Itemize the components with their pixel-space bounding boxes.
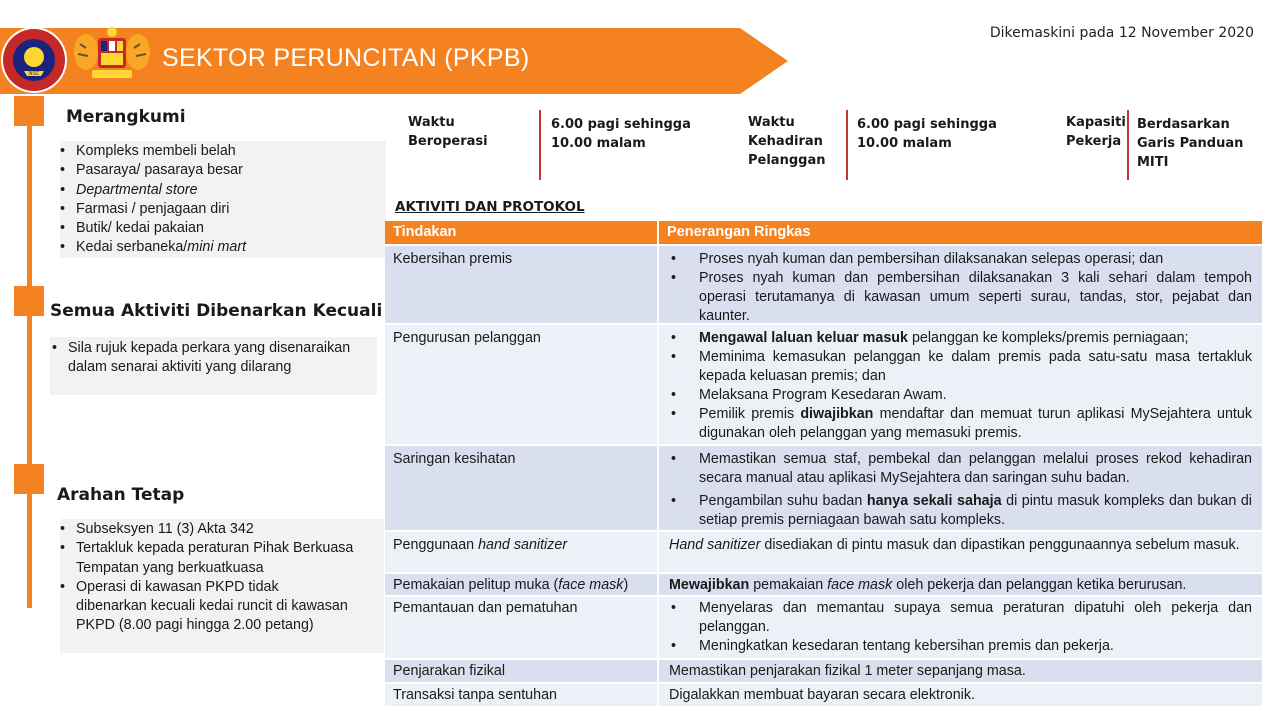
- timeline-marker: [14, 96, 44, 126]
- list-item: • Pemilik premis diwajibkan mendaftar dan memuat turun aplikasi MySejahtera untuk digunakan oleh pelanggan yang memasuki premis.: [669, 405, 1252, 443]
- row-description: [657, 446, 1262, 530]
- list-item: • Meningkatkan kesedaran tentang kebersihan premis dan pekerja.: [669, 637, 1252, 656]
- table-row: [385, 658, 1262, 682]
- list-item: • Pasaraya/ pasaraya besar: [60, 161, 386, 180]
- updated-date: Dikemaskini pada 12 November 2020: [989, 25, 1254, 41]
- list-item: • Proses nyah kuman dan pembersihan dilaksanakan selepas operasi; dan: [669, 250, 1252, 269]
- info-divider: [846, 110, 848, 180]
- row-description: [657, 597, 1262, 658]
- malaysia-coat-of-arms-icon: [70, 24, 154, 82]
- kecuali-list: [50, 337, 377, 395]
- table-row: [385, 572, 1262, 595]
- row-action: Pemantauan dan pematuhan: [385, 597, 657, 658]
- list-item: • Operasi di kawasan PKPD tidak dibenarkan kecuali kedai runcit di kawasan PKPD (8.00 pagi hingga 2.00 petang): [60, 578, 378, 636]
- activities-table: [385, 221, 1262, 706]
- nsc-emblem-icon: [0, 26, 68, 94]
- row-description: [657, 325, 1262, 444]
- list-item: • Meminima kemasukan pelanggan ke dalam premis pada satu-satu masa tertakluk kepada keluasan premis; dan: [669, 348, 1252, 386]
- row-action: Pengurusan pelanggan: [385, 325, 657, 444]
- table-row: [385, 595, 1262, 658]
- waktu-pelanggan-value: 6.00 pagi sehingga 10.00 malam: [857, 117, 997, 151]
- waktu-pelanggan-label: Waktu Kehadiran Pelanggan: [748, 115, 826, 168]
- merangkumi-list: [60, 141, 386, 258]
- list-item: • Pengambilan suhu badan hanya sekali sahaja di pintu masuk kompleks dan bukan di setiap premis perniagaan bawah satu kompleks.: [669, 492, 1252, 530]
- section-title-kecuali: Semua Aktiviti Dibenarkan Kecuali: [50, 301, 383, 321]
- row-action: Penggunaan hand sanitizer: [385, 532, 657, 572]
- table-row: [385, 323, 1262, 444]
- list-item: • Kompleks membeli belah: [60, 142, 386, 161]
- list-item: • Tertakluk kepada peraturan Pihak Berkuasa Tempatan yang berkuatkuasa: [60, 539, 378, 578]
- table-row: [385, 244, 1262, 323]
- timeline-marker: [14, 464, 44, 494]
- row-description: Digalakkan membuat bayaran secara elektronik.: [657, 684, 1262, 706]
- svg-text:NSC: NSC: [28, 71, 40, 77]
- section-title-merangkumi: Merangkumi: [66, 107, 186, 127]
- activities-title: AKTIVITI DAN PROTOKOL: [395, 199, 585, 215]
- list-item: • Proses nyah kuman dan pembersihan dilaksanakan 3 kali sehari dalam tempoh operasi terutamanya di kawasan umum seperti surau, tandas, stor, pejabat dan kaunter.: [669, 269, 1252, 326]
- list-item: • Menyelaras dan memantau supaya semua peraturan dipatuhi oleh pekerja dan pelanggan.: [669, 599, 1252, 637]
- timeline-line: [27, 96, 32, 608]
- list-item: • Memastikan semua staf, pembekal dan pelanggan melalui proses rekod kehadiran secara manual atau aplikasi MySejahtera dan saringan suhu badan.: [669, 450, 1252, 488]
- row-action: Transaksi tanpa sentuhan: [385, 684, 657, 706]
- list-item: • Mengawal laluan keluar masuk pelanggan ke kompleks/premis perniagaan;: [669, 329, 1252, 348]
- row-action: Kebersihan premis: [385, 246, 657, 323]
- waktu-operasi-value: 6.00 pagi sehingga 10.00 malam: [551, 117, 691, 151]
- row-description: Hand sanitizer disediakan di pintu masuk dan dipastikan penggunaannya sebelum masuk.: [657, 532, 1262, 572]
- info-divider: [1127, 110, 1129, 180]
- col-header-tindakan: Tindakan: [393, 224, 457, 240]
- list-item: • Subseksyen 11 (3) Akta 342: [60, 520, 378, 539]
- table-row: [385, 530, 1262, 572]
- page-title: SEKTOR PERUNCITAN (PKPB): [162, 44, 530, 72]
- timeline-marker: [14, 286, 44, 316]
- waktu-operasi-label: Waktu Beroperasi: [408, 115, 488, 149]
- list-item: • Kedai serbaneka/mini mart: [60, 238, 386, 257]
- row-action: Penjarakan fizikal: [385, 660, 657, 682]
- list-item: • Departmental store: [60, 181, 386, 200]
- section-title-arahan: Arahan Tetap: [57, 485, 185, 505]
- list-item: • Butik/ kedai pakaian: [60, 219, 386, 238]
- row-action: Saringan kesihatan: [385, 446, 657, 530]
- table-row: [385, 682, 1262, 706]
- kapasiti-label: Kapasiti Pekerja: [1066, 115, 1126, 149]
- row-description: [657, 246, 1262, 323]
- row-action: Pemakaian pelitup muka (face mask): [385, 574, 657, 595]
- row-description: Mewajibkan pemakaian face mask oleh pekerja dan pelanggan ketika berurusan.: [657, 574, 1262, 595]
- table-header: [385, 221, 1262, 244]
- col-header-penerangan: Penerangan Ringkas: [657, 221, 1262, 244]
- row-description: Memastikan penjarakan fizikal 1 meter sepanjang masa.: [657, 660, 1262, 682]
- list-item: • Sila rujuk kepada perkara yang disenaraikan dalam senarai aktiviti yang dilarang: [52, 339, 369, 378]
- kapasiti-value: Berdasarkan Garis Panduan MITI: [1137, 117, 1244, 170]
- info-divider: [539, 110, 541, 180]
- table-row: [385, 444, 1262, 530]
- list-item: • Melaksana Program Kesedaran Awam.: [669, 386, 1252, 405]
- list-item: • Farmasi / penjagaan diri: [60, 200, 386, 219]
- arahan-list: [60, 519, 384, 653]
